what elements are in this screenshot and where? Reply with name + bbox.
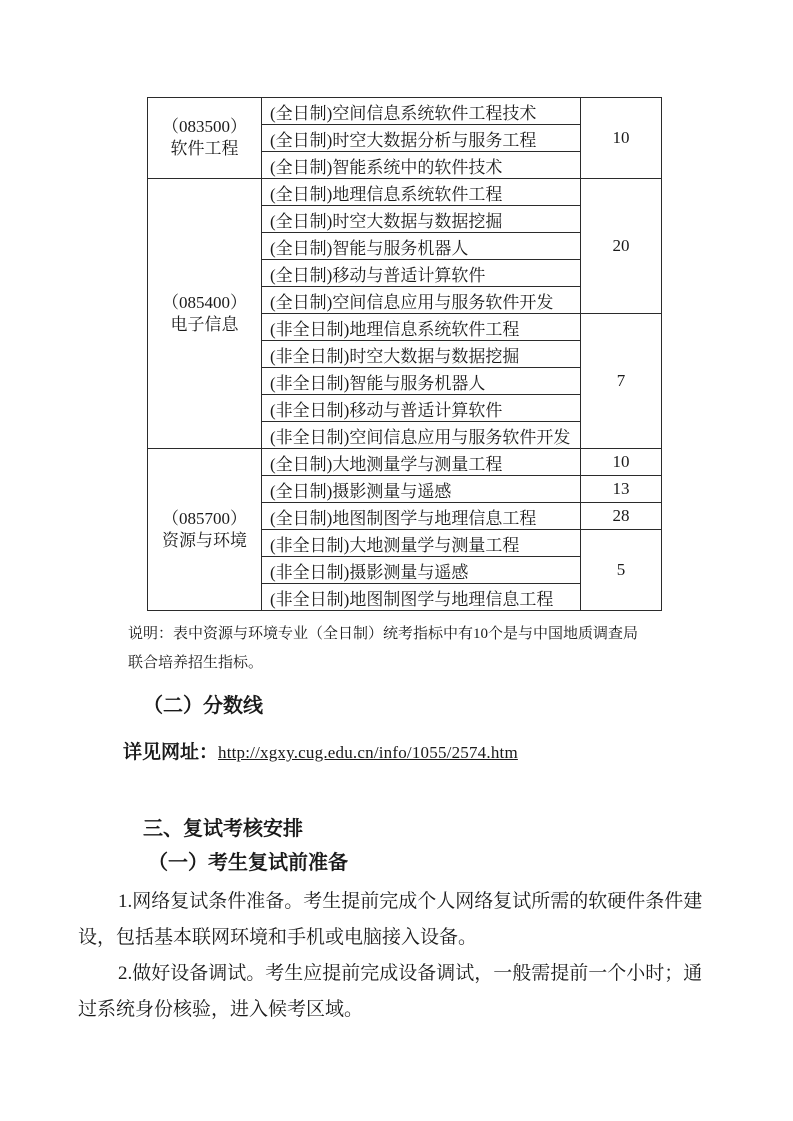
- direction-cell: (全日制)时空大数据与数据挖掘: [262, 206, 581, 233]
- program-cell-line: （085700）: [162, 508, 247, 528]
- scores-url-link[interactable]: http://xgxy.cug.edu.cn/info/1055/2574.htm: [218, 743, 518, 762]
- direction-cell: (全日制)智能与服务机器人: [262, 233, 581, 260]
- quota-cell: 28: [581, 503, 662, 530]
- scores-url-line: [123, 737, 518, 764]
- direction-cell: (全日制)空间信息应用与服务软件开发: [262, 287, 581, 314]
- text-line: 说明：表中资源与环境专业（全日制）统考指标中有10个是与中国地质调查局: [128, 626, 639, 642]
- table-row: [148, 179, 662, 206]
- direction-cell: (全日制)智能系统中的软件技术: [262, 152, 581, 179]
- program-cell: [148, 449, 262, 611]
- quota-cell: 5: [581, 530, 662, 611]
- scores-section-heading: （二）分数线: [143, 695, 263, 717]
- quota-cell: 20: [581, 179, 662, 314]
- direction-cell: (非全日制)地理信息系统软件工程: [262, 314, 581, 341]
- program-cell-line: （085400）: [162, 292, 247, 312]
- direction-cell: (全日制)空间信息系统软件工程技术: [262, 98, 581, 125]
- direction-cell: (非全日制)摄影测量与遥感: [262, 557, 581, 584]
- direction-cell: (全日制)大地测量学与测量工程: [262, 449, 581, 476]
- direction-cell: (非全日制)移动与普适计算软件: [262, 395, 581, 422]
- table-row: [148, 98, 662, 125]
- document-page-content: [147, 97, 662, 611]
- direction-cell: (全日制)时空大数据分析与服务工程: [262, 125, 581, 152]
- program-cell-line: （083500）: [162, 117, 247, 136]
- program-cell-line: 电子信息: [170, 314, 239, 334]
- direction-cell: (全日制)移动与普适计算软件: [262, 260, 581, 287]
- direction-cell: (非全日制)智能与服务机器人: [262, 368, 581, 395]
- direction-cell: (非全日制)大地测量学与测量工程: [262, 530, 581, 557]
- prep-subsection-heading: （一）考生复试前准备: [148, 852, 348, 874]
- paragraph-2: [78, 956, 722, 1028]
- program-cell-line: 软件工程: [170, 139, 239, 158]
- text-line: 联合培养招生指标。: [128, 655, 264, 671]
- direction-cell: (全日制)地理信息系统软件工程: [262, 179, 581, 206]
- quota-cell: 10: [581, 98, 662, 179]
- quota-cell: 13: [581, 476, 662, 503]
- quota-cell: 10: [581, 449, 662, 476]
- quota-cell: 7: [581, 314, 662, 449]
- body-paragraphs: [78, 884, 722, 1028]
- direction-cell: (非全日制)地图制图学与地理信息工程: [262, 584, 581, 611]
- program-cell: [148, 179, 262, 449]
- paragraph-1: [78, 884, 722, 956]
- table-row: [148, 449, 662, 476]
- text-line: 1.网络复试条件准备。考生提前完成个人网络复试所需的软硬件条件建: [118, 891, 703, 912]
- text-line: 设，包括基本联网环境和手机或电脑接入设备。: [78, 927, 478, 948]
- admission-quota-table: [147, 97, 662, 611]
- retest-section-heading: 三、复试考核安排: [143, 818, 303, 840]
- text-line: 过系统身份核验，进入候考区域。: [78, 999, 364, 1020]
- text-line: 2.做好设备调试。考生应提前完成设备调试，一般需提前一个小时；通: [118, 963, 703, 984]
- direction-cell: (非全日制)时空大数据与数据挖掘: [262, 341, 581, 368]
- direction-cell: (全日制)摄影测量与遥感: [262, 476, 581, 503]
- program-cell-line: 资源与环境: [162, 530, 247, 550]
- program-cell: [148, 98, 262, 179]
- table-note: [128, 620, 694, 678]
- direction-cell: (非全日制)空间信息应用与服务软件开发: [262, 422, 581, 449]
- url-label: 详见网址：: [123, 742, 219, 763]
- direction-cell: (全日制)地图制图学与地理信息工程: [262, 503, 581, 530]
- admission-quota-table-body: [148, 98, 662, 611]
